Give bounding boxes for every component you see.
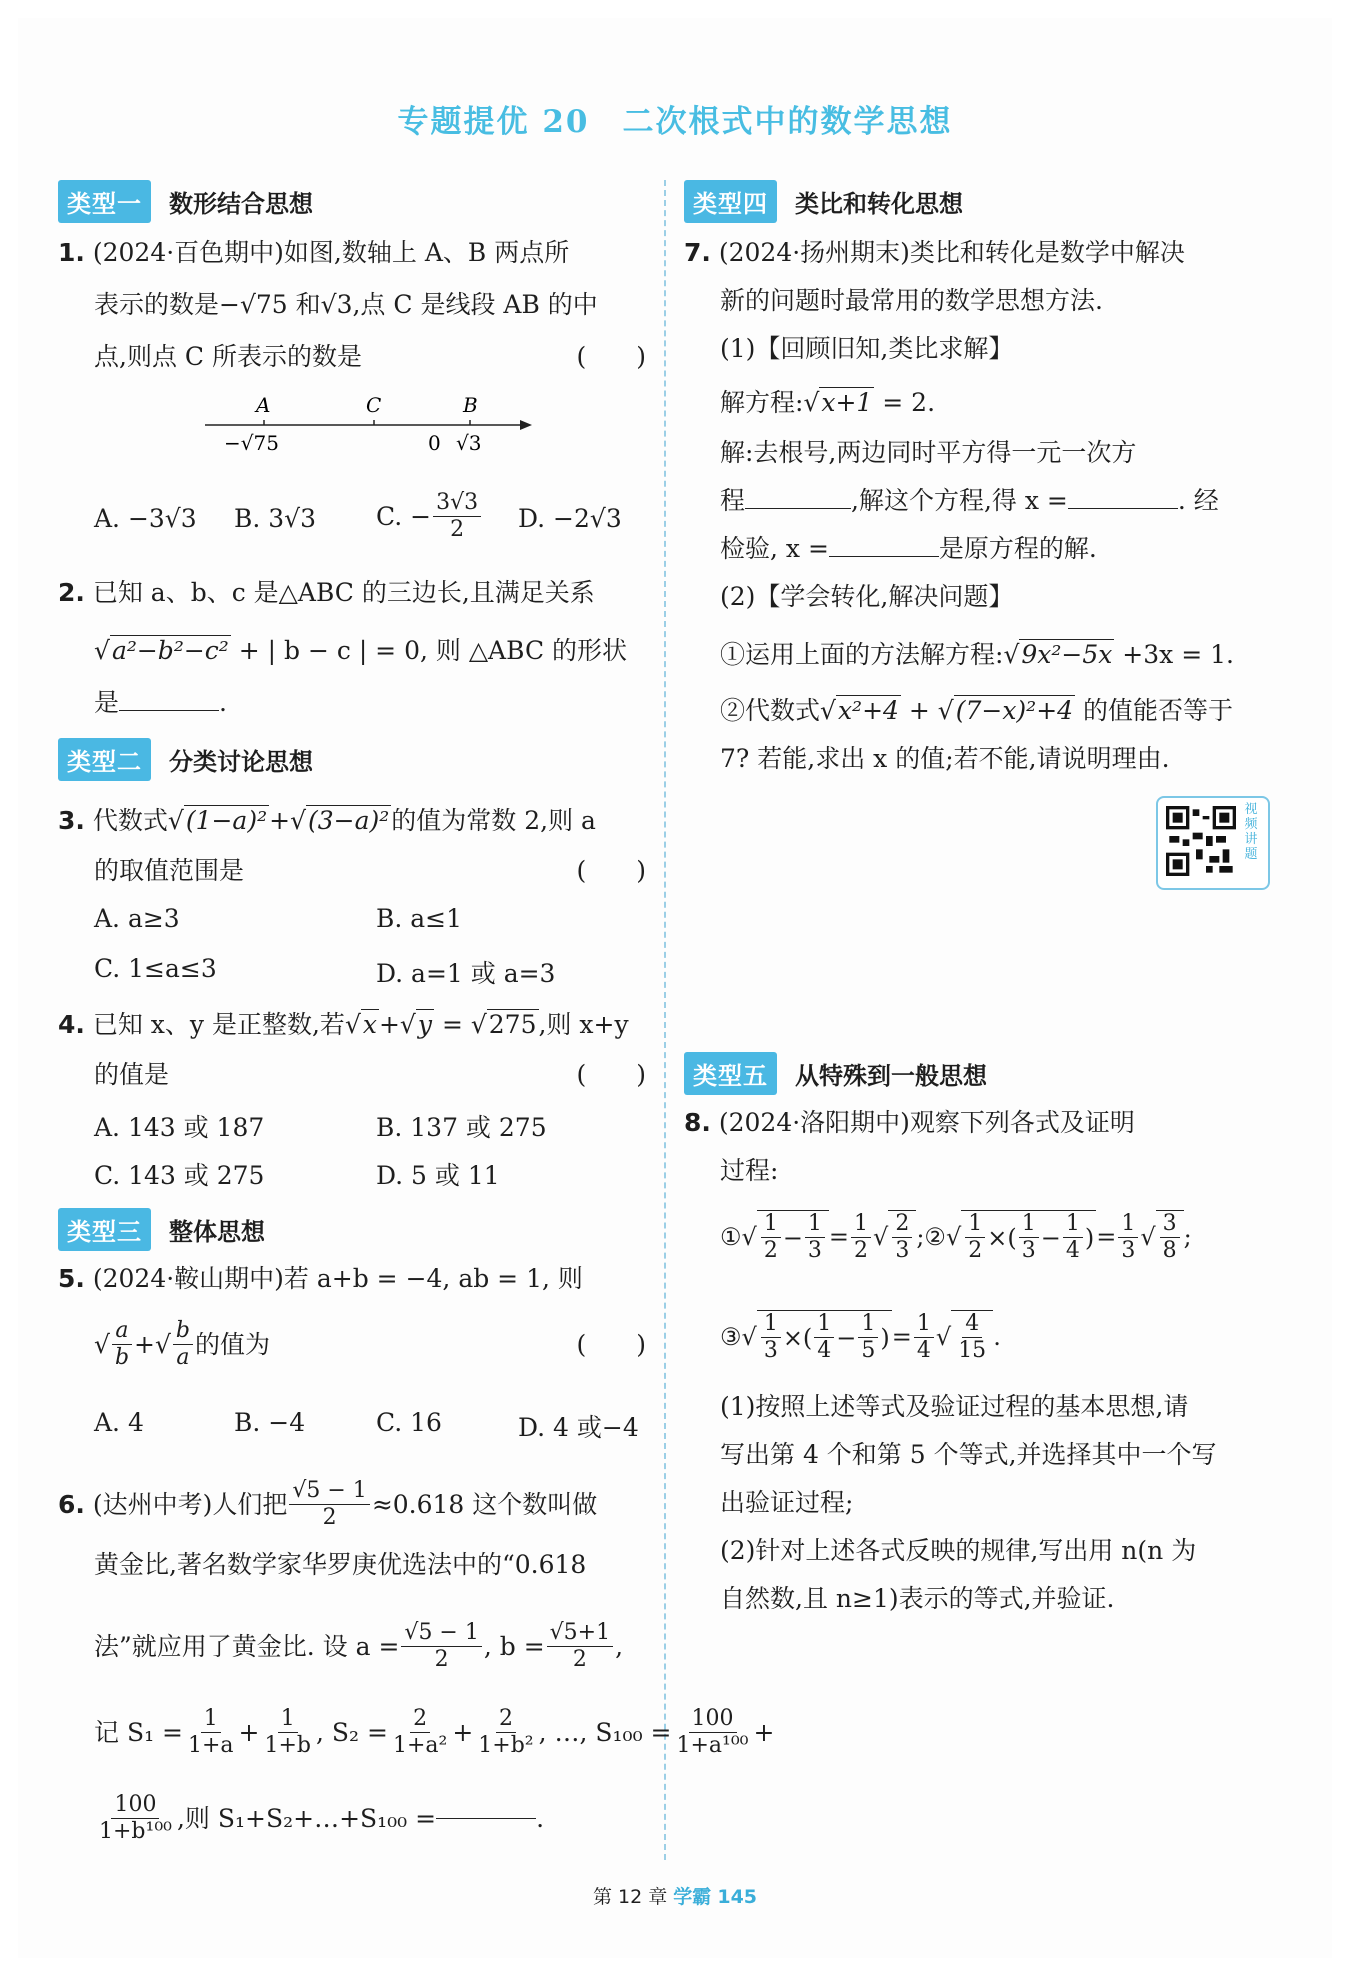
answer-blank	[1068, 508, 1178, 509]
section-header-4: 类型四 类比和转化思想	[684, 180, 963, 223]
q4-line1: 4. 已知 x、y 是正整数,若√x+√y = √275,则 x+y	[58, 1010, 629, 1039]
q8-line2: 过程:	[720, 1156, 779, 1185]
q5-option-d: D. 4 或−4	[518, 1413, 639, 1442]
q8-line1: 8. (2024·洛阳期中)观察下列各式及证明	[684, 1108, 1135, 1137]
q7-line1: 7. (2024·扬州期末)类比和转化是数学中解决	[684, 238, 1185, 267]
q1-option-b: B. 3√3	[234, 504, 317, 533]
section-header-5: 类型五 从特殊到一般思想	[684, 1052, 987, 1095]
q3-line2: 的取值范围是 ( )	[94, 856, 646, 885]
q7-sub2: ②代数式√x²+4 + √(7−x)²+4 的值能否等于	[720, 696, 1234, 725]
q4-option-c: C. 143 或 275	[94, 1161, 265, 1190]
q5-line1: 5. (2024·鞍山期中)若 a+b = −4, ab = 1, 则	[58, 1264, 583, 1293]
q8-part1-c: 出验证过程;	[720, 1488, 854, 1517]
answer-paren: ( )	[576, 342, 646, 371]
q4-line2: 的值是 ( )	[94, 1060, 646, 1089]
q1-option-d: D. −2√3	[518, 504, 622, 533]
label-A: A	[256, 393, 271, 417]
q7-line3: 解方程:√x+1 = 2.	[720, 388, 936, 417]
q7-sub3: 7? 若能,求出 x 的值;若不能,请说明理由.	[720, 744, 1170, 773]
question-number: 1.	[58, 238, 85, 267]
q7-sub1: ①运用上面的方法解方程:√9x²−5x +3x = 1.	[720, 640, 1234, 669]
qr-code-panel[interactable]	[1156, 796, 1270, 890]
q8-eq-row2: ③ √ $\frac{1}{3}$ ×( $\frac{1}{4}$ − $\frac{1}{5}$ ) = $\frac{1}{4}$ √ $\frac{4}{15}$ .	[720, 1310, 1001, 1363]
q3-option-b: B. a≤1	[376, 904, 463, 933]
value-A: −√75	[224, 431, 279, 455]
number-line-figure	[200, 392, 540, 462]
q7-line6: 检验, x = 是原方程的解.	[720, 534, 1097, 563]
q3-option-a: A. a≥3	[94, 904, 180, 933]
answer-blank	[745, 508, 851, 509]
label-B: B	[463, 393, 478, 417]
q8-eq-row1: ① √ $\frac{1}{2}$ − $\frac{1}{3}$ = $\frac{1}{2}$ √ $\frac{2}{3}$ ; ② √ $\frac{1}{2}$ ×( $\frac{1}{3}$ − $\frac{1}{4}$ ) = $\frac{1}{3}$ √ $\frac{3}{8}$ ;	[720, 1210, 1192, 1263]
q2-line2: √a²−b²−c² + | b − c | = 0, 则 △ABC 的形状	[94, 636, 628, 665]
value-zero: 0	[428, 431, 441, 455]
chapter-label: 第 12 章	[592, 1886, 668, 1908]
column-divider	[664, 180, 666, 1860]
q4-option-b: B. 137 或 275	[376, 1113, 547, 1142]
q6-line5: $\frac{100}{\text{1+b¹⁰⁰}}$ ,则 S₁+S₂+…+S₁₀₀ = .	[99, 1792, 545, 1844]
page-title: 专题提优 20 二次根式中的数学思想	[397, 104, 953, 140]
value-B: √3	[456, 431, 482, 455]
axis-arrow-icon	[520, 420, 532, 430]
answer-blank	[436, 1818, 536, 1819]
q5-option-a: A. 4	[94, 1408, 144, 1437]
question-text: (2024·百色期中)如图,数轴上 A、B 两点所	[92, 238, 570, 267]
q8-part2-a: (2)针对上述各式反映的规律,写出用 n(n 为	[720, 1536, 1197, 1565]
q1-option-a: A. −3√3	[94, 504, 197, 533]
page-footer	[0, 1882, 1350, 1909]
q1-line2: 表示的数是−√75 和√3,点 C 是线段 AB 的中	[94, 290, 598, 319]
q7-line5: 程 ,解这个方程,得 x = . 经	[720, 486, 1219, 515]
q5-option-b: B. −4	[234, 1408, 306, 1437]
section-name: 数形结合思想	[169, 190, 313, 218]
q8-part2-b: 自然数,且 n≥1)表示的等式,并验证.	[720, 1584, 1115, 1613]
q3-line1: 3. 代数式√(1−a)²+√(3−a)²的值为常数 2,则 a	[58, 806, 596, 835]
brand-label: 学霸	[673, 1886, 712, 1908]
qr-label: 视频讲题	[1244, 802, 1258, 862]
q5-option-c: C. 16	[376, 1408, 442, 1437]
section-header-3: 类型三 整体思想	[58, 1208, 265, 1251]
q1-line1	[58, 236, 569, 270]
page-number: 145	[717, 1886, 758, 1908]
qr-code-icon	[1166, 806, 1236, 876]
q7-part1: (1)【回顾旧知,类比求解】	[720, 334, 1014, 363]
q8-part1-a: (1)按照上述等式及验证过程的基本思想,请	[720, 1392, 1189, 1421]
section-tag: 类型一	[58, 180, 151, 223]
q5-line2: √ $\frac{a}{b}$ +√ $\frac{b}{a}$ 的值为 ( )	[94, 1318, 646, 1370]
q3-option-d: D. a=1 或 a=3	[376, 959, 556, 988]
q4-option-d: D. 5 或 11	[376, 1161, 500, 1190]
q6-line4: 记 S₁ = $\frac{1}{1+a}$ + $\frac{1}{1+b}$ , S₂ = $\frac{2}{\text{1+a²}}$ + $\frac{2}{\text{1+b²}}$ , …, S₁₀₀ = $\frac{100}{\text{1+a¹⁰⁰}}$ +	[94, 1706, 775, 1758]
q6-line3: 法”就应用了黄金比. 设 a = $\frac{√5 - 1}{2}$ , b = $\frac{√5+1}{2}$ ,	[94, 1620, 624, 1672]
q7-line2: 新的问题时最常用的数学思想方法.	[720, 286, 1103, 315]
q1-line3: 点,则点 C 所表示的数是 ( )	[94, 340, 646, 374]
q6-line1: 6. (达州中考)人们把 $\frac{√5 - 1}{2}$ ≈0.618 这个数叫做	[58, 1478, 598, 1530]
q4-option-a: A. 143 或 187	[94, 1113, 265, 1142]
q2-line1: 2. 已知 a、b、c 是△ABC 的三边长,且满足关系	[58, 578, 595, 607]
section-header-1	[58, 180, 313, 223]
q7-line4: 解:去根号,两边同时平方得一元一次方	[720, 438, 1137, 467]
q3-option-c: C. 1≤a≤3	[94, 954, 217, 983]
q8-part1-b: 写出第 4 个和第 5 个等式,并选择其中一个写	[720, 1440, 1217, 1469]
q6-line2: 黄金比,著名数学家华罗庚优选法中的“0.618	[94, 1550, 587, 1579]
answer-blank	[829, 556, 939, 557]
answer-blank	[119, 710, 219, 711]
q7-part2: (2)【学会转化,解决问题】	[720, 582, 1014, 611]
section-header-2: 类型二 分类讨论思想	[58, 738, 313, 781]
q2-line3: 是 .	[94, 688, 227, 717]
q1-option-c: C. − $\frac{3√3}{2}$	[376, 490, 483, 543]
label-C: C	[366, 393, 382, 417]
